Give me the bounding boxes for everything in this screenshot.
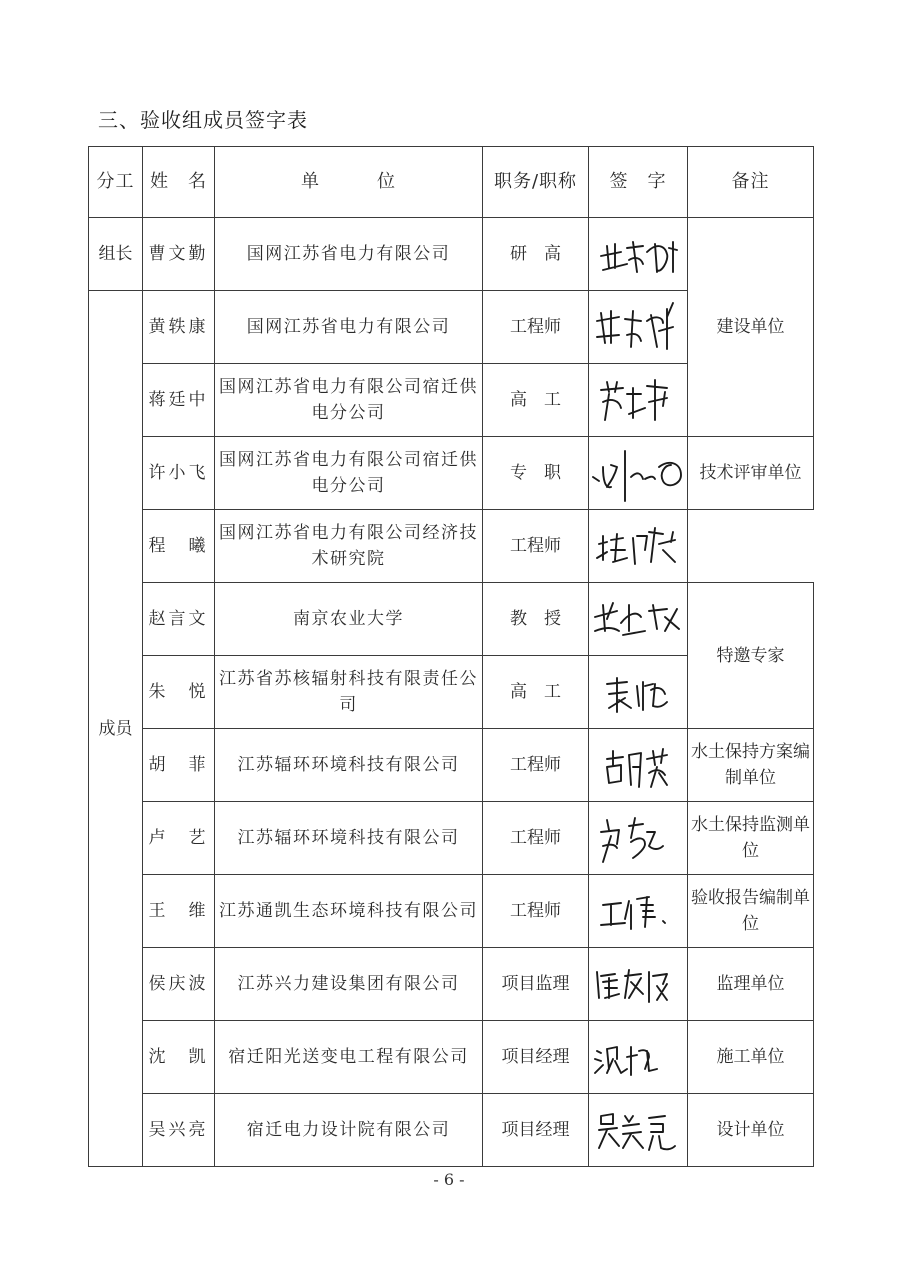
title-cell: 研 高	[483, 218, 589, 291]
unit-cell: 南京农业大学	[215, 583, 483, 656]
remark-cell: 水土保持监测单位	[688, 802, 814, 875]
name-cell: 侯庆波	[143, 948, 215, 1021]
handwritten-signature	[589, 583, 687, 655]
name-cell: 黄轶康	[143, 291, 215, 364]
unit-cell: 江苏通凯生态环境科技有限公司	[215, 875, 483, 948]
title-cell: 工程师	[483, 875, 589, 948]
name-cell: 卢 艺	[143, 802, 215, 875]
table-row	[89, 875, 814, 948]
handwritten-signature	[589, 1094, 687, 1166]
section-title: 三、验收组成员签字表	[98, 108, 308, 132]
title-cell: 高 工	[483, 656, 589, 729]
table-row	[89, 948, 814, 1021]
unit-cell: 江苏辐环环境科技有限公司	[215, 729, 483, 802]
name-cell: 王 维	[143, 875, 215, 948]
name-cell: 赵言文	[143, 583, 215, 656]
handwritten-signature	[589, 802, 687, 874]
name-cell: 胡 菲	[143, 729, 215, 802]
table-row	[89, 729, 814, 802]
header-role: 分工	[89, 147, 143, 218]
title-cell: 专 职	[483, 437, 589, 510]
remark-cell: 施工单位	[688, 1021, 814, 1094]
header-unit: 单 位	[215, 147, 483, 218]
handwritten-signature	[589, 948, 687, 1020]
title-cell: 项目经理	[483, 1021, 589, 1094]
role-cell: 成员	[89, 291, 143, 1167]
unit-cell: 国网江苏省电力有限公司经济技术研究院	[215, 510, 483, 583]
table-row	[89, 802, 814, 875]
table-row	[89, 510, 814, 583]
title-cell: 教 授	[483, 583, 589, 656]
handwritten-signature	[589, 437, 687, 509]
handwritten-signature	[589, 1021, 687, 1093]
signature-cell	[589, 364, 688, 437]
page-number: - 6 -	[433, 1170, 465, 1189]
signature-cell	[589, 291, 688, 364]
remark-cell: 水土保持方案编制单位	[688, 729, 814, 802]
remark-cell: 验收报告编制单位	[688, 875, 814, 948]
signature-cell	[589, 1094, 688, 1167]
unit-cell: 江苏辐环环境科技有限公司	[215, 802, 483, 875]
table-row	[89, 218, 814, 291]
unit-cell: 国网江苏省电力有限公司	[215, 218, 483, 291]
header-remark: 备注	[688, 147, 814, 218]
signature-cell	[589, 875, 688, 948]
signature-cell	[589, 437, 688, 510]
unit-cell: 宿迁电力设计院有限公司	[215, 1094, 483, 1167]
signature-cell	[589, 1021, 688, 1094]
unit-cell: 江苏省苏核辐射科技有限责任公司	[215, 656, 483, 729]
handwritten-signature	[589, 218, 687, 290]
remark-cell: 设计单位	[688, 1094, 814, 1167]
signature-cell	[589, 948, 688, 1021]
unit-cell: 国网江苏省电力有限公司宿迁供电分公司	[215, 364, 483, 437]
header-title: 职务/职称	[483, 147, 589, 218]
name-cell: 朱 悦	[143, 656, 215, 729]
role-cell: 组长	[89, 218, 143, 291]
signature-cell	[589, 729, 688, 802]
title-cell: 高 工	[483, 364, 589, 437]
name-cell: 沈 凯	[143, 1021, 215, 1094]
name-cell: 程 曦	[143, 510, 215, 583]
signature-cell	[589, 583, 688, 656]
remark-cell: 建设单位	[688, 218, 814, 437]
name-cell: 蒋廷中	[143, 364, 215, 437]
signature-cell	[589, 656, 688, 729]
title-cell: 项目监理	[483, 948, 589, 1021]
name-cell: 许小飞	[143, 437, 215, 510]
title-cell: 工程师	[483, 291, 589, 364]
title-cell: 工程师	[483, 802, 589, 875]
signature-table	[88, 146, 814, 1167]
table-header-row	[89, 147, 814, 218]
unit-cell: 国网江苏省电力有限公司	[215, 291, 483, 364]
remark-cell: 特邀专家	[688, 583, 814, 729]
signature-cell	[589, 510, 688, 583]
name-cell: 曹文勤	[143, 218, 215, 291]
title-cell: 工程师	[483, 729, 589, 802]
title-cell: 项目经理	[483, 1094, 589, 1167]
handwritten-signature	[589, 729, 687, 801]
remark-cell: 监理单位	[688, 948, 814, 1021]
signature-cell	[589, 218, 688, 291]
title-cell: 工程师	[483, 510, 589, 583]
handwritten-signature	[589, 656, 687, 728]
remark-cell: 技术评审单位	[688, 437, 814, 510]
header-signature: 签 字	[589, 147, 688, 218]
unit-cell: 江苏兴力建设集团有限公司	[215, 948, 483, 1021]
name-cell: 吴兴亮	[143, 1094, 215, 1167]
unit-cell: 宿迁阳光送变电工程有限公司	[215, 1021, 483, 1094]
table-row	[89, 437, 814, 510]
handwritten-signature	[589, 364, 687, 436]
handwritten-signature	[589, 291, 687, 363]
handwritten-signature	[589, 510, 687, 582]
header-name: 姓 名	[143, 147, 215, 218]
unit-cell: 国网江苏省电力有限公司宿迁供电分公司	[215, 437, 483, 510]
table-row	[89, 583, 814, 656]
handwritten-signature	[589, 875, 687, 947]
table-row	[89, 1094, 814, 1167]
table-row	[89, 1021, 814, 1094]
signature-cell	[589, 802, 688, 875]
